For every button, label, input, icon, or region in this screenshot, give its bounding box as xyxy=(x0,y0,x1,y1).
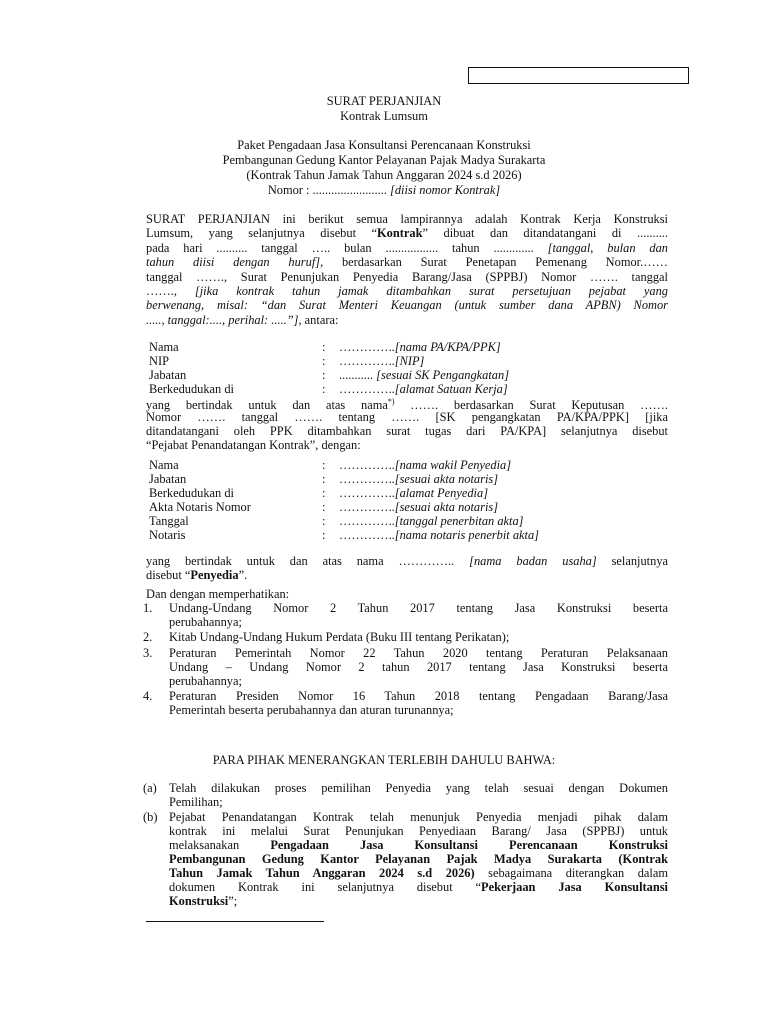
field-label: Jabatan xyxy=(149,472,187,486)
intro-text: pada hari .......... tanggal ….. bulan ................. tahun ............. xyxy=(146,241,548,255)
field-value xyxy=(339,500,498,514)
document-title: SURAT PERJANJIAN xyxy=(326,94,442,108)
field-colon: : xyxy=(322,528,326,542)
acting-text: ……. berdasarkan Surat Keputusan ……. xyxy=(394,398,668,413)
field-hint: [tanggal penerbitan akta] xyxy=(394,514,524,528)
field-hint: [alamat Satuan Kerja] xyxy=(394,382,508,396)
acting-text: selanjutnya xyxy=(596,554,669,568)
intro-text: ……., xyxy=(146,284,195,298)
field-value xyxy=(339,354,424,368)
field-dots: ………….. xyxy=(339,486,395,500)
penyedia-term: Penyedia xyxy=(190,568,239,582)
field-hint: [sesuai akta notaris] xyxy=(394,500,499,514)
contract-number-box xyxy=(468,67,689,84)
field-label: Akta Notaris Nomor xyxy=(149,500,251,514)
intro-line-5: tanggal ……., Surat Penunjukan Penyedia Barang/Jasa (SPPBJ) Nomor ……. tanggal xyxy=(146,270,668,284)
acting-text: ”. xyxy=(238,568,248,582)
field-label: Nama xyxy=(149,458,179,472)
package-name-bold: Tahun Jamak Tahun Anggaran 2024 s.d 2026) xyxy=(169,866,475,880)
statement-line xyxy=(169,866,668,880)
field-label: Berkedudukan di xyxy=(149,486,234,500)
field-value xyxy=(339,528,539,542)
intro-hint: tahun diisi dengan huruf] xyxy=(146,255,321,269)
field-colon: : xyxy=(322,514,326,528)
acting-line-4: “Pejabat Penandatangan Kontrak”, dengan: xyxy=(146,438,361,452)
intro-text: , antara: xyxy=(298,313,339,327)
acting-line-3: ditandatangani oleh PPK ditambahkan surat tugas dari PA/KPA] selanjutnya disebut xyxy=(146,424,668,438)
footnote-separator xyxy=(146,921,324,922)
list-item-line: Peraturan Pemerintah Nomor 22 Tahun 2020 tentang Peraturan Pelaksanaan xyxy=(169,646,668,660)
provider-acting-line-1 xyxy=(146,554,668,568)
statement-line xyxy=(169,880,668,894)
statement-line xyxy=(169,838,668,852)
statement-text: sebagaimana diterangkan dalam xyxy=(474,866,668,880)
work-term-bold: Pekerjaan Jasa Konsultansi xyxy=(481,880,668,894)
field-dots: ………….. xyxy=(339,514,395,528)
intro-line-3 xyxy=(146,241,668,255)
intro-text: Lumsum, yang selanjutnya disebut “ xyxy=(146,226,378,240)
field-label: Berkedudukan di xyxy=(149,382,234,396)
field-dots: ………….. xyxy=(339,500,395,514)
field-colon: : xyxy=(322,458,326,472)
field-dots: ........... xyxy=(339,368,377,382)
statement-text: dokumen Kontrak ini selanjutnya disebut “ xyxy=(169,880,482,894)
field-dots: ………….. xyxy=(339,340,395,354)
field-hint: [sesuai SK Pengangkatan] xyxy=(376,368,510,382)
intro-line-1: SURAT PERJANJIAN ini berikut semua lampirannya adalah Kontrak Kerja Konstruksi xyxy=(146,212,668,226)
field-value xyxy=(339,340,501,354)
statement-line xyxy=(169,894,668,908)
package-name-bold: Pengadaan Jasa Konsultansi Perencanaan Konstruksi xyxy=(270,838,669,852)
list-item-line: Kitab Undang-Undang Hukum Perdata (Buku III tentang Perikatan); xyxy=(169,630,510,644)
acting-text: yang bertindak untuk dan atas nama xyxy=(146,398,388,413)
field-label: Nama xyxy=(149,340,179,354)
field-colon: : xyxy=(322,354,326,368)
field-value xyxy=(339,486,488,500)
statement-line: kontrak ini melalui Surat Penunjukan Penyediaan Barang/ Jasa (SPPBJ) untuk xyxy=(169,824,668,838)
document-subtitle: Kontrak Lumsum xyxy=(340,109,428,123)
provider-acting-line-2 xyxy=(146,568,668,582)
contract-number-hint: [diisi nomor Kontrak] xyxy=(390,183,501,197)
list-item-line: perubahannya; xyxy=(169,674,242,688)
statement-line: Pejabat Penandatangan Kontrak telah menunjuk Penyedia menjadi pihak dalam xyxy=(169,810,668,824)
list-item-line: Undang – Undang Nomor 2 tahun 2017 tentang Jasa Konstruksi beserta xyxy=(169,660,668,674)
field-hint: [alamat Penyedia] xyxy=(394,486,489,500)
intro-text: ” dibuat dan ditandatangani di .......... xyxy=(422,226,668,240)
list-number: 2. xyxy=(143,630,153,644)
statement-text: melaksanakan xyxy=(169,838,271,852)
list-number: 1. xyxy=(143,601,153,615)
field-value xyxy=(339,472,498,486)
field-dots: ………….. xyxy=(339,382,395,396)
list-item-line: Pemerintah beserta perubahannya dan aturan turunannya; xyxy=(169,703,454,717)
field-hint: [nama PA/KPA/PPK] xyxy=(394,340,501,354)
field-hint: [NIP] xyxy=(394,354,425,368)
field-colon: : xyxy=(322,368,326,382)
acting-text: disebut “ xyxy=(146,568,191,582)
work-term-bold: Konstruksi xyxy=(169,894,229,908)
intro-line-4 xyxy=(146,255,668,269)
package-line-2: Pembangunan Gedung Kantor Pelayanan Pajak Madya Surakarta xyxy=(222,153,546,167)
list-item-line: Undang-Undang Nomor 2 Tahun 2017 tentang Jasa Konstruksi beserta xyxy=(169,601,668,615)
field-dots: ………….. xyxy=(339,354,395,368)
field-dots: ………….. xyxy=(339,472,395,486)
intro-text: , berdasarkan Surat Penetapan Pemenang Nomor.…… xyxy=(320,255,668,269)
list-item-line: Peraturan Presiden Nomor 16 Tahun 2018 tentang Pengadaan Barang/Jasa xyxy=(169,689,668,703)
field-value xyxy=(339,458,511,472)
field-colon: : xyxy=(322,340,326,354)
acting-hint: [nama badan usaha] xyxy=(469,554,597,568)
intro-line-2 xyxy=(146,226,668,240)
statement-line: Pembangunan Gedung Kantor Pelayanan Pajak Madya Surakarta (Kontrak xyxy=(169,852,668,866)
field-colon: : xyxy=(322,486,326,500)
package-line-3: (Kontrak Tahun Jamak Tahun Anggaran 2024 s.d 2026) xyxy=(246,168,522,182)
package-line-1: Paket Pengadaan Jasa Konsultansi Perencanaan Konstruksi xyxy=(237,138,531,152)
field-hint: [nama wakil Penyedia] xyxy=(394,458,512,472)
list-number: 4. xyxy=(143,689,153,703)
intro-hint: [tanggal, bulan dan xyxy=(547,241,668,255)
field-label: Notaris xyxy=(149,528,186,542)
field-label: NIP xyxy=(149,354,169,368)
intro-line-6 xyxy=(146,284,668,298)
field-colon: : xyxy=(322,472,326,486)
acting-line-2: Nomor ……. tanggal ……. tentang ……. [SK pengangkatan PA/KPA/PPK] [jika xyxy=(146,410,668,424)
intro-hint: ....., tanggal:...., perihal: .....”] xyxy=(146,313,299,327)
field-label: Tanggal xyxy=(149,514,189,528)
statement-number: (b) xyxy=(143,810,158,824)
statement-line: Pemilihan; xyxy=(169,795,223,809)
intro-line-8 xyxy=(146,313,668,327)
footnote-mark: *) xyxy=(387,397,395,406)
contract-number-label: Nomor : ........................ xyxy=(267,183,387,197)
kontrak-term: Kontrak xyxy=(377,226,423,240)
contract-number-line xyxy=(0,183,768,197)
field-dots: ………….. xyxy=(339,528,395,542)
statement-number: (a) xyxy=(143,781,157,795)
statement-text: ”; xyxy=(228,894,238,908)
field-colon: : xyxy=(322,500,326,514)
field-value xyxy=(339,368,509,382)
intro-line-7: berwenang, misal: “dan Surat Menteri Keuangan (untuk sumber dana APBN) Nomor xyxy=(146,298,668,312)
field-value xyxy=(339,514,523,528)
list-number: 3. xyxy=(143,646,153,660)
acting-text: yang bertindak untuk dan atas nama ………….. xyxy=(146,554,470,568)
field-label: Jabatan xyxy=(149,368,187,382)
field-hint: [sesuai akta notaris] xyxy=(394,472,499,486)
considering-intro: Dan dengan memperhatikan: xyxy=(146,587,290,601)
field-hint: [nama notaris penerbit akta] xyxy=(394,528,539,542)
field-colon: : xyxy=(322,382,326,396)
field-dots: ………….. xyxy=(339,458,395,472)
intro-hint: [jika kontrak tahun jamak ditambahkan surat persetujuan pejabat yang xyxy=(194,284,668,298)
parties-heading: PARA PIHAK MENERANGKAN TERLEBIH DAHULU BAHWA: xyxy=(212,753,556,767)
list-item-line: perubahannya; xyxy=(169,615,242,629)
statement-line: Telah dilakukan proses pemilihan Penyedia yang telah sesuai dengan Dokumen xyxy=(169,781,668,795)
